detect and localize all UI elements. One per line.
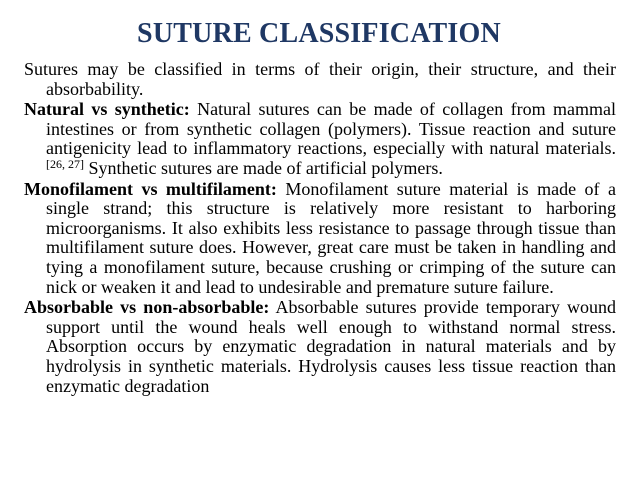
natural-vs-synthetic-term: Natural vs synthetic: xyxy=(24,99,190,120)
monofilament-vs-multifilament-term: Monofilament vs multifilament: xyxy=(24,178,277,199)
natural-vs-synthetic-text-a: Natural sutures can be made of collagen from mammal intestines or from synthetic collagen (polymers). Tissue reaction and suture antigenicity lead to inflammatory reactions, especially with natural materials. xyxy=(46,99,616,159)
monofilament-vs-multifilament-text: Monofilament suture material is made of a single strand; this structure is relatively more resistant to harboring microorganisms. It also exhibits less resistance to passage through tissue than multifilament suture does. However, great care must be taken in handling and tying a monofilament suture, because crushing or crimping of the suture can nick or weaken it and lead to undesirable and premature suture failure. xyxy=(46,178,617,297)
monofilament-vs-multifilament-paragraph xyxy=(24,180,616,298)
intro-text: Sutures may be classified in terms of their origin, their structure, and their absorbability. xyxy=(24,59,616,99)
natural-vs-synthetic-paragraph xyxy=(24,100,616,178)
absorbable-vs-non-absorbable-paragraph xyxy=(24,298,616,396)
absorbable-vs-non-absorbable-term: Absorbable vs non-absorbable: xyxy=(24,297,270,318)
slide-body xyxy=(24,60,616,397)
slide-title: SUTURE CLASSIFICATION xyxy=(137,18,501,49)
citation-superscript: [26, 27] xyxy=(46,156,84,171)
natural-vs-synthetic-text-b: Synthetic sutures are made of artificial polymers. xyxy=(84,157,443,178)
absorbable-vs-non-absorbable-text: Absorbable sutures provide temporary wound support until the wound heals well enough to withstand normal stress. Absorption occurs by enzymatic degradation in natural materials and by hydrolysis in synthetic materials. Hydrolysis causes less tissue reaction than enzymatic degradation xyxy=(46,297,616,396)
intro-paragraph xyxy=(24,60,616,99)
